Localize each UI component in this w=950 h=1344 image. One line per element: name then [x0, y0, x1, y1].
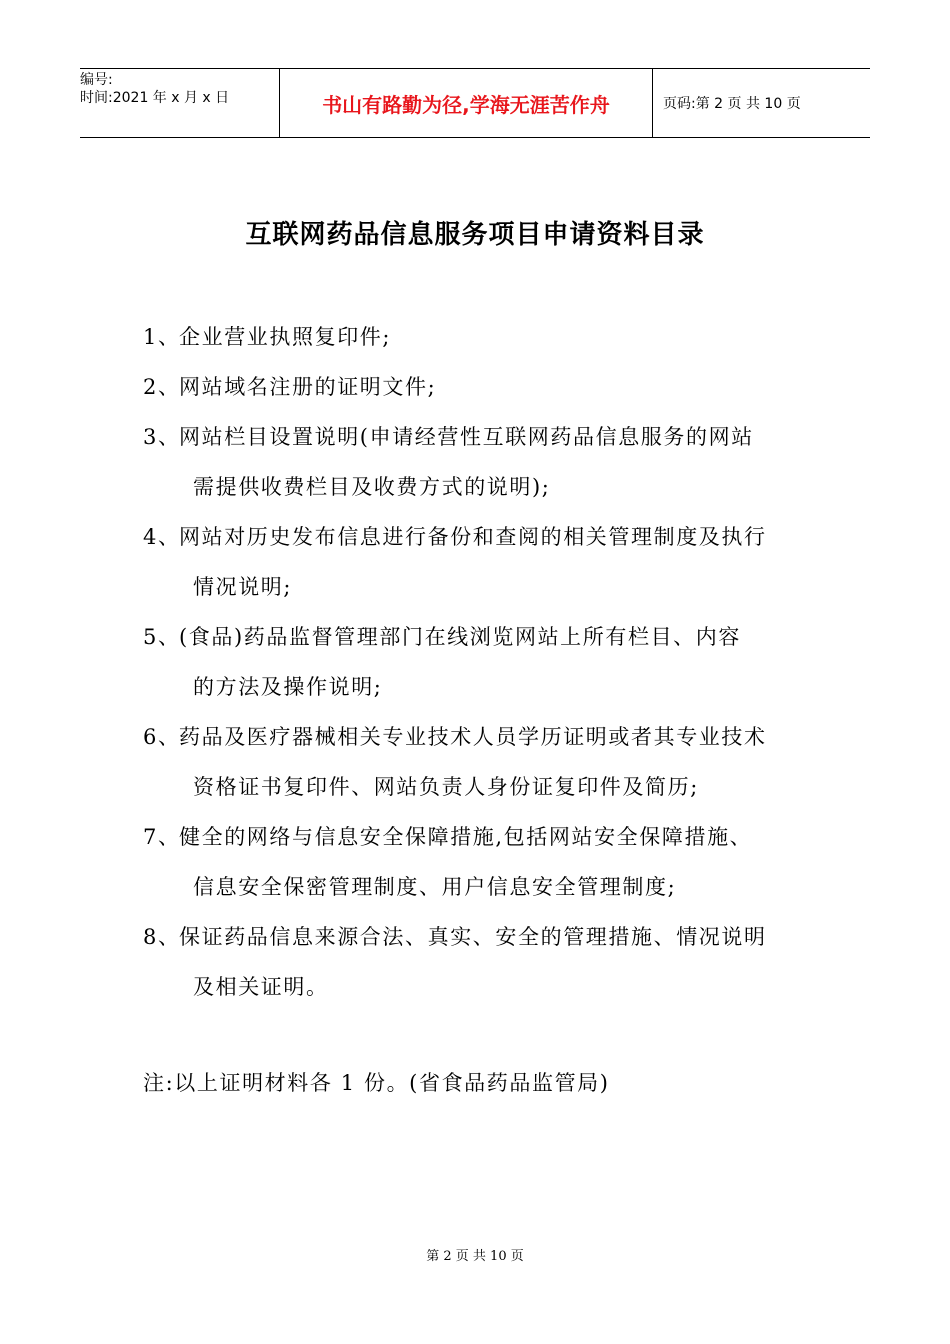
list-item: [143, 312, 823, 362]
header-left-cell: [80, 69, 280, 137]
item-number: 7、: [143, 825, 181, 849]
document-title: 互联网药品信息服务项目申请资料目录: [245, 220, 705, 250]
item-text-continued: 信息安全保密管理制度、用户信息安全管理制度;: [193, 875, 677, 899]
item-text: 网站栏目设置说明(申请经营性互联网药品信息服务的网站: [179, 425, 754, 449]
item-text: 网站对历史发布信息进行备份和查阅的相关管理制度及执行: [179, 525, 767, 549]
document-time-label: 时间:2021 年 x 月 x 日: [80, 90, 230, 106]
note-text: 注:以上证明材料各 1 份。(省食品药品监管局): [143, 1071, 610, 1095]
list-item: [143, 362, 823, 412]
list-item: [143, 712, 823, 812]
list-item: [143, 412, 823, 512]
item-text-continued: 资格证书复印件、网站负责人身份证复印件及简历;: [193, 775, 699, 799]
header-page-info: 页码:第 2 页 共 10 页: [663, 96, 801, 112]
materials-list: [143, 312, 823, 1012]
document-number-label: 编号:: [80, 72, 113, 88]
item-number: 2、: [143, 375, 181, 399]
item-text: 保证药品信息来源合法、真实、安全的管理措施、情况说明: [179, 925, 767, 949]
item-text-continued: 的方法及操作说明;: [193, 675, 383, 699]
list-item: [143, 612, 823, 712]
item-text: (食品)药品监督管理部门在线浏览网站上所有栏目、内容: [179, 625, 741, 649]
header-motto: 书山有路勤为径,学海无涯苦作舟: [280, 69, 653, 137]
item-number: 1、: [143, 325, 181, 349]
list-item: [143, 912, 823, 1012]
list-item: [143, 512, 823, 612]
item-number: 6、: [143, 725, 181, 749]
item-text: 企业营业执照复印件;: [179, 325, 392, 349]
item-text-continued: 需提供收费栏目及收费方式的说明);: [193, 475, 551, 499]
item-number: 5、: [143, 625, 181, 649]
item-text: 网站域名注册的证明文件;: [179, 375, 437, 399]
item-text: 健全的网络与信息安全保障措施,包括网站安全保障措施、: [179, 825, 753, 849]
item-text: 药品及医疗器械相关专业技术人员学历证明或者其专业技术: [179, 725, 767, 749]
item-text-continued: 情况说明;: [193, 575, 293, 599]
item-number: 3、: [143, 425, 181, 449]
item-number: 8、: [143, 925, 181, 949]
item-number: 4、: [143, 525, 181, 549]
list-item: [143, 812, 823, 912]
page-footer: 第 2 页 共 10 页: [426, 1249, 524, 1264]
item-text-continued: 及相关证明。: [193, 975, 329, 999]
page-header: [80, 68, 870, 138]
